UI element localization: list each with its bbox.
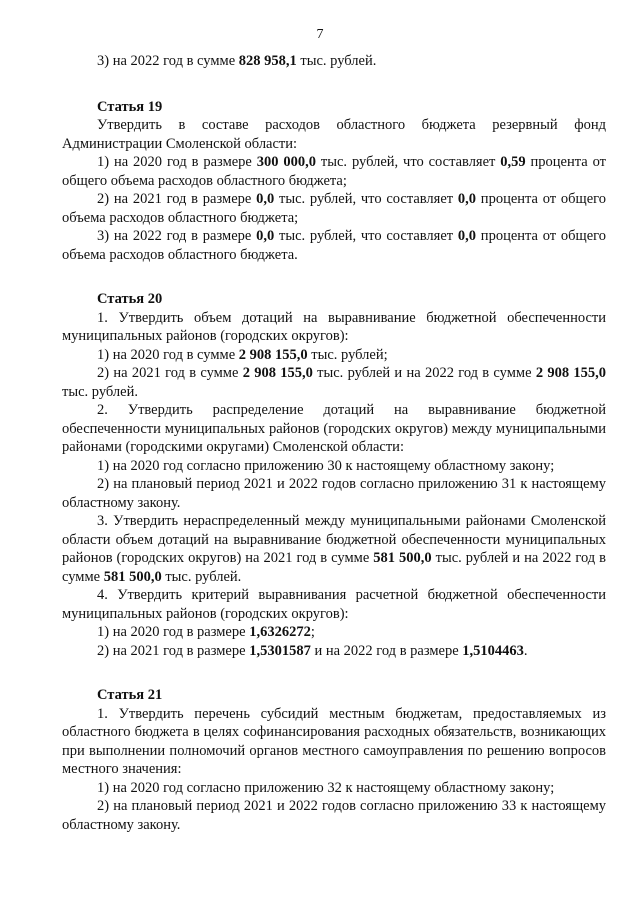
article-19-item-2: 2) на 2021 год в размере 0,0 тыс. рублей, что составляет 0,0 процента от общего объема расходов областного бюджета; [62,191,606,226]
article-20-point-4-item-2: 2) на 2021 год в размере 1,5301587 и на 2022 год в размере 1,5104463. [97,642,528,659]
article-20-point-1-item-1: 1) на 2020 год в сумме 2 908 155,0 тыс. рублей; [97,346,388,363]
article-21-point-1: 1. Утвердить перечень субсидий местным бюджетам, предоставляемых из областного бюджета в целях софинансирования расходных обязательств, возникающих при выполнении полномочий органов местного самоуправления по решению вопросов местного значения: [62,705,606,777]
article-21-heading: Статья 21 [97,687,163,703]
document-body [62,52,606,834]
article-20-point-2-item-2: 2) на плановый период 2021 и 2022 годов согласно приложению 31 к настоящему областному закону. [62,476,606,511]
article-19-item-1: 1) на 2020 год в размере 300 000,0 тыс. рублей, что составляет 0,59 процента от общего объема расходов областного бюджета; [62,154,606,189]
article-20-point-2-item-1: 1) на 2020 год согласно приложению 30 к настоящему областному закону; [97,457,555,474]
paragraph-2022-total: 3) на 2022 год в сумме 828 958,1 тыс. рублей. [97,53,377,69]
article-20-point-1: 1. Утвердить объем дотаций на выравнивание бюджетной обеспеченности муниципальных районов (городских округов): [62,309,606,344]
article-19-item-3: 3) на 2022 год в размере 0,0 тыс. рублей, что составляет 0,0 процента от общего объема расходов областного бюджета. [62,228,606,263]
article-21-item-1: 1) на 2020 год согласно приложению 32 к настоящему областному закону; [97,779,555,796]
article-20-point-1-item-2: 2) на 2021 год в сумме 2 908 155,0 тыс. рублей и на 2022 год в сумме 2 908 155,0 тыс. рублей. [62,365,606,400]
page-number: 7 [316,27,324,42]
article-20-point-2: 2. Утвердить распределение дотаций на выравнивание бюджетной обеспеченности муниципальных районов (городских округов) между муниципальными районами (городскими округами) Смоленской области: [62,402,606,455]
article-19-intro: Утвердить в составе расходов областного бюджета резервный фонд Администрации Смоленской области: [62,117,606,152]
article-20-point-4-item-1: 1) на 2020 год в размере 1,6326272; [97,624,315,640]
article-20-heading: Статья 20 [97,291,163,307]
article-20-point-3: 3. Утвердить нераспределенный между муниципальными районами Смоленской области объем дотаций на выравнивание бюджетной обеспеченности муниципальных районов (городских округов) на 2021 год в сумме 581 500,0 тыс. рублей и на 2022 год в сумме 581 500,0 тыс. рублей. [62,513,606,585]
article-21-item-2: 2) на плановый период 2021 и 2022 годов согласно приложению 33 к настоящему областному закону. [62,798,606,833]
article-20-point-4: 4. Утвердить критерий выравнивания расчетной бюджетной обеспеченности муниципальных районов (городских округов): [62,587,606,622]
article-19-heading: Статья 19 [97,98,163,115]
